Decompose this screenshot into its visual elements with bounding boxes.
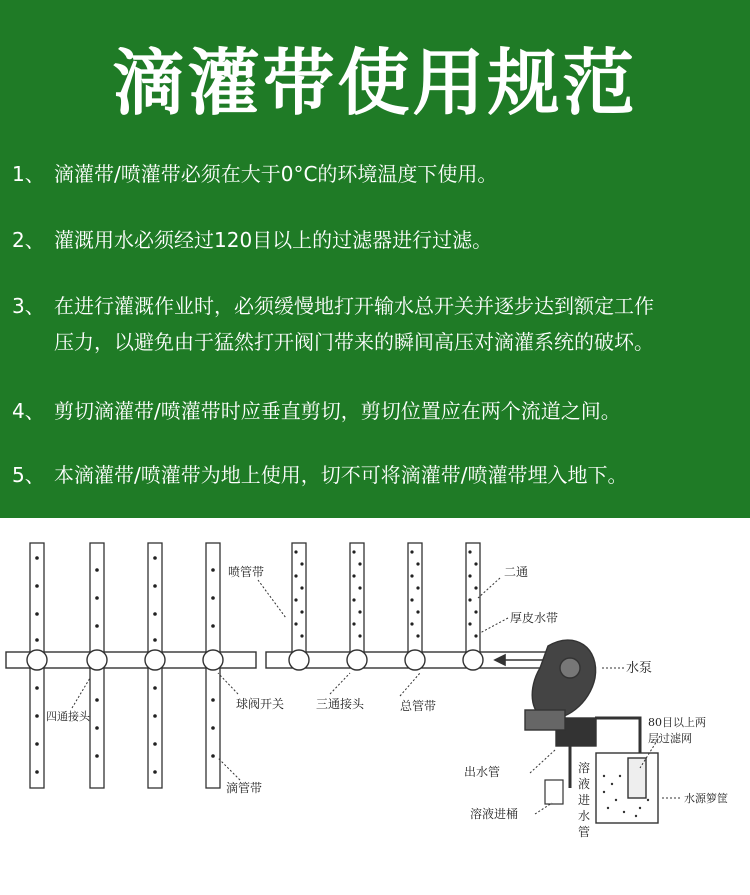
water-tank xyxy=(596,753,658,823)
label-outlet-pipe: 出水管 xyxy=(464,765,501,779)
solution-bucket xyxy=(545,780,563,804)
joint xyxy=(203,650,223,670)
rule-number: 2、 xyxy=(12,228,45,252)
drip-tape-lower xyxy=(148,668,162,788)
label-filter-line1: 80目以上两 xyxy=(648,716,706,729)
irrigation-diagram xyxy=(0,518,750,891)
rule-number: 3、 xyxy=(12,294,45,318)
spray-tape xyxy=(466,543,480,653)
label-three-way: 三通接头 xyxy=(316,697,365,711)
label-two-way: 二通 xyxy=(504,565,529,579)
label-solution-inlet-5: 管 xyxy=(578,825,591,839)
rule-2 xyxy=(12,222,492,258)
label-thick-tape: 厚皮水带 xyxy=(510,611,559,625)
rule-number: 4、 xyxy=(12,399,45,423)
label-solution-inlet-2: 液 xyxy=(578,777,591,791)
label-spray-tape: 喷管带 xyxy=(228,565,265,579)
rule-1 xyxy=(12,156,497,192)
label-filter-line2: 层过滤网 xyxy=(648,732,692,745)
rule-text: 剪切滴灌带/喷灌带时应垂直剪切，剪切位置应在两个流道之间。 xyxy=(54,399,621,423)
joint xyxy=(289,650,309,670)
rule-number: 5、 xyxy=(12,463,45,487)
joint xyxy=(145,650,165,670)
drip-tape-lower xyxy=(30,668,44,788)
label-solution-inlet-3: 进 xyxy=(578,793,591,807)
spray-tape xyxy=(408,543,422,653)
rule-text-line2: 压力，以避免由于猛然打开阀门带来的瞬间高压对滴灌系统的破坏。 xyxy=(54,330,654,354)
diagram-svg xyxy=(0,518,750,891)
label-drip-tape: 滴管带 xyxy=(226,781,263,795)
joint xyxy=(405,650,425,670)
rule-text: 灌溉用水必须经过120目以上的过滤器进行过滤。 xyxy=(54,228,493,252)
rule-4 xyxy=(12,393,621,429)
page-title: 滴灌带使用规范 xyxy=(112,41,638,125)
joint xyxy=(87,650,107,670)
label-solution-inlet-1: 溶 xyxy=(578,761,591,775)
joint xyxy=(463,650,483,670)
rule-3 xyxy=(12,288,654,360)
label-water-basket: 水源箩筐 xyxy=(684,792,728,805)
spray-tape xyxy=(292,543,306,653)
rule-number: 1、 xyxy=(12,162,45,186)
rule-text: 本滴灌带/喷灌带为地上使用，切不可将滴灌带/喷灌带埋入地下。 xyxy=(54,463,628,487)
label-main-tape: 总管带 xyxy=(400,699,437,713)
rule-5 xyxy=(12,457,627,493)
label-ball-valve: 球阀开关 xyxy=(236,697,285,711)
spray-tape xyxy=(350,543,364,653)
rule-text: 滴灌带/喷灌带必须在大于0°C的环境温度下使用。 xyxy=(54,162,498,186)
spray-dots xyxy=(294,550,477,637)
rule-text-line1: 在进行灌溉作业时，必须缓慢地打开输水总开关并逐步达到额定工作 xyxy=(54,294,654,318)
joint xyxy=(347,650,367,670)
label-solution-inlet-4: 水 xyxy=(578,809,591,823)
joint xyxy=(27,650,47,670)
label-pump: 水泵 xyxy=(626,661,653,676)
label-solution-bucket: 溶液进桶 xyxy=(470,807,519,821)
label-four-way: 四通接头 xyxy=(46,710,90,723)
